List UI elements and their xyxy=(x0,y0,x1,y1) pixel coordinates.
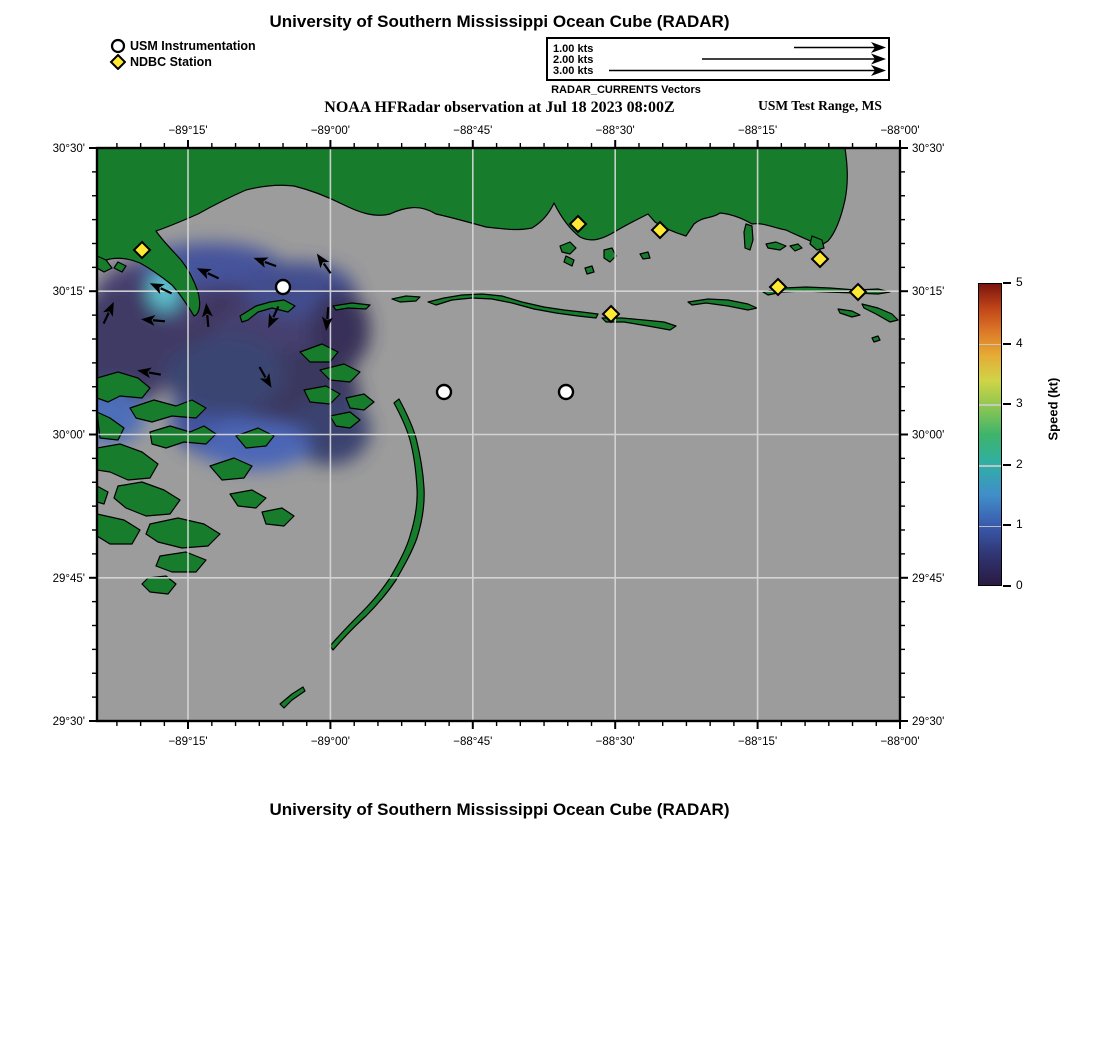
tick-label: 29°45' xyxy=(912,572,945,585)
tick-label: 29°30' xyxy=(912,716,945,728)
vector-scale-2kt-label: 2.00 kts xyxy=(553,54,594,66)
usm-instrumentation-marker xyxy=(559,385,573,399)
colorbar-tick-label: 2 xyxy=(1016,456,1023,471)
colorbar-tick xyxy=(1003,343,1011,345)
tick-label: −89°00' xyxy=(310,736,350,748)
tick-label: −89°00' xyxy=(310,125,350,137)
vector-scale-3kt-label: 3.00 kts xyxy=(553,65,594,77)
legend-label-usm: USM Instrumentation xyxy=(130,39,256,53)
colorbar-gridline xyxy=(979,344,1001,346)
page-title-bottom: University of Southern Mississippi Ocean Cube (RADAR) xyxy=(269,800,730,819)
colorbar-tick-label: 5 xyxy=(1016,275,1023,289)
colorbar-tick xyxy=(1003,464,1011,466)
tick-label: −88°45' xyxy=(453,125,493,137)
tick-label: 30°30' xyxy=(52,143,85,155)
tick-label: −88°15' xyxy=(738,125,778,137)
tick-label: 30°15' xyxy=(52,286,85,299)
tick-label: −88°00' xyxy=(880,736,920,748)
tick-label: −88°30' xyxy=(595,125,635,137)
tick-label: −88°45' xyxy=(453,736,493,748)
colorbar-tick-label: 3 xyxy=(1016,396,1023,411)
colorbar-tick-label: 4 xyxy=(1016,335,1023,350)
usm-instrumentation-marker xyxy=(276,280,290,294)
colorbar-label: Speed (kt) xyxy=(1045,377,1061,441)
region-label: USM Test Range, MS xyxy=(758,98,882,113)
colorbar-tick xyxy=(1003,585,1011,587)
colorbar-tick xyxy=(1003,282,1011,284)
vector-scale-1kt-label: 1.00 kts xyxy=(553,43,594,55)
tick-label: 29°45' xyxy=(52,572,85,585)
tick-label: −88°00' xyxy=(880,125,920,137)
tick-label: 30°00' xyxy=(52,429,85,442)
colorbar-gridline xyxy=(979,465,1001,467)
tick-label: 30°00' xyxy=(912,429,945,442)
colorbar-tick-label: 0 xyxy=(1016,578,1023,592)
colorbar-gridline xyxy=(979,404,1001,406)
tick-label: 29°30' xyxy=(52,716,85,728)
tick-label: −89°15' xyxy=(168,125,208,137)
tick-label: 30°30' xyxy=(912,143,945,155)
page-title-top: University of Southern Mississippi Ocean Cube (RADAR) xyxy=(269,12,730,31)
tick-label: −89°15' xyxy=(168,736,208,748)
tick-label: 30°15' xyxy=(912,286,945,299)
colorbar-gridline xyxy=(979,526,1001,528)
colorbar-tick xyxy=(1003,524,1011,526)
colorbar-tick-label: 1 xyxy=(1016,517,1023,532)
usm-instrumentation-marker xyxy=(437,385,451,399)
tick-label: −88°15' xyxy=(738,736,778,748)
map-subtitle: NOAA HFRadar observation at Jul 18 2023 08:00Z xyxy=(324,99,675,116)
vector-scale-title: RADAR_CURRENTS Vectors xyxy=(551,84,701,96)
legend-label-ndbc: NDBC Station xyxy=(130,55,212,69)
colorbar xyxy=(978,283,1002,586)
tick-label: −88°30' xyxy=(595,736,635,748)
colorbar-tick xyxy=(1003,403,1011,405)
